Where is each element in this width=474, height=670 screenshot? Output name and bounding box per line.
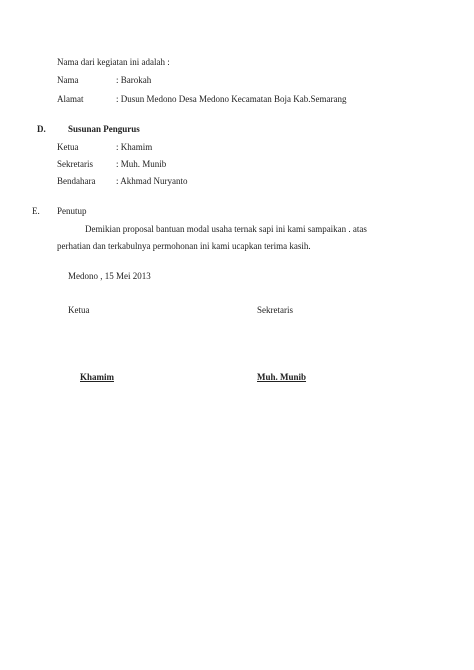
intro-label-alamat: Alamat xyxy=(57,94,84,104)
pengurus-label-sekretaris: Sekretaris xyxy=(57,159,93,169)
pengurus-value-ketua: : Khamim xyxy=(116,142,153,152)
section-e-letter: E. xyxy=(32,206,40,216)
signature-role-ketua: Ketua xyxy=(68,305,90,315)
section-d-title: Susunan Pengurus xyxy=(68,124,140,134)
signature-role-sekretaris: Sekretaris xyxy=(257,305,293,315)
intro-label-nama: Nama xyxy=(57,75,79,85)
section-e-title: Penutup xyxy=(57,206,87,216)
signature-name-ketua: Khamim xyxy=(80,372,115,382)
closing-paragraph-line2: perhatian dan terkabulnya permohonan ini kami ucapkan terima kasih. xyxy=(57,241,311,251)
pengurus-value-sekretaris: : Muh. Munib xyxy=(116,159,167,169)
intro-value-alamat: : Dusun Medono Desa Medono Kecamatan Boja Kab.Semarang xyxy=(116,94,347,104)
place-date: Medono , 15 Mei 2013 xyxy=(68,271,151,281)
signature-name-sekretaris: Muh. Munib xyxy=(257,372,307,382)
intro-value-nama: : Barokah xyxy=(116,75,152,85)
pengurus-label-bendahara: Bendahara xyxy=(57,176,96,186)
pengurus-value-bendahara: : Akhmad Nuryanto xyxy=(116,176,188,186)
intro-lead: Nama dari kegiatan ini adalah : xyxy=(57,57,170,67)
closing-paragraph-line1: Demikian proposal bantuan modal usaha ternak sapi ini kami sampaikan . atas xyxy=(85,224,367,234)
pengurus-label-ketua: Ketua xyxy=(57,142,79,152)
section-d-letter: D. xyxy=(37,124,46,134)
